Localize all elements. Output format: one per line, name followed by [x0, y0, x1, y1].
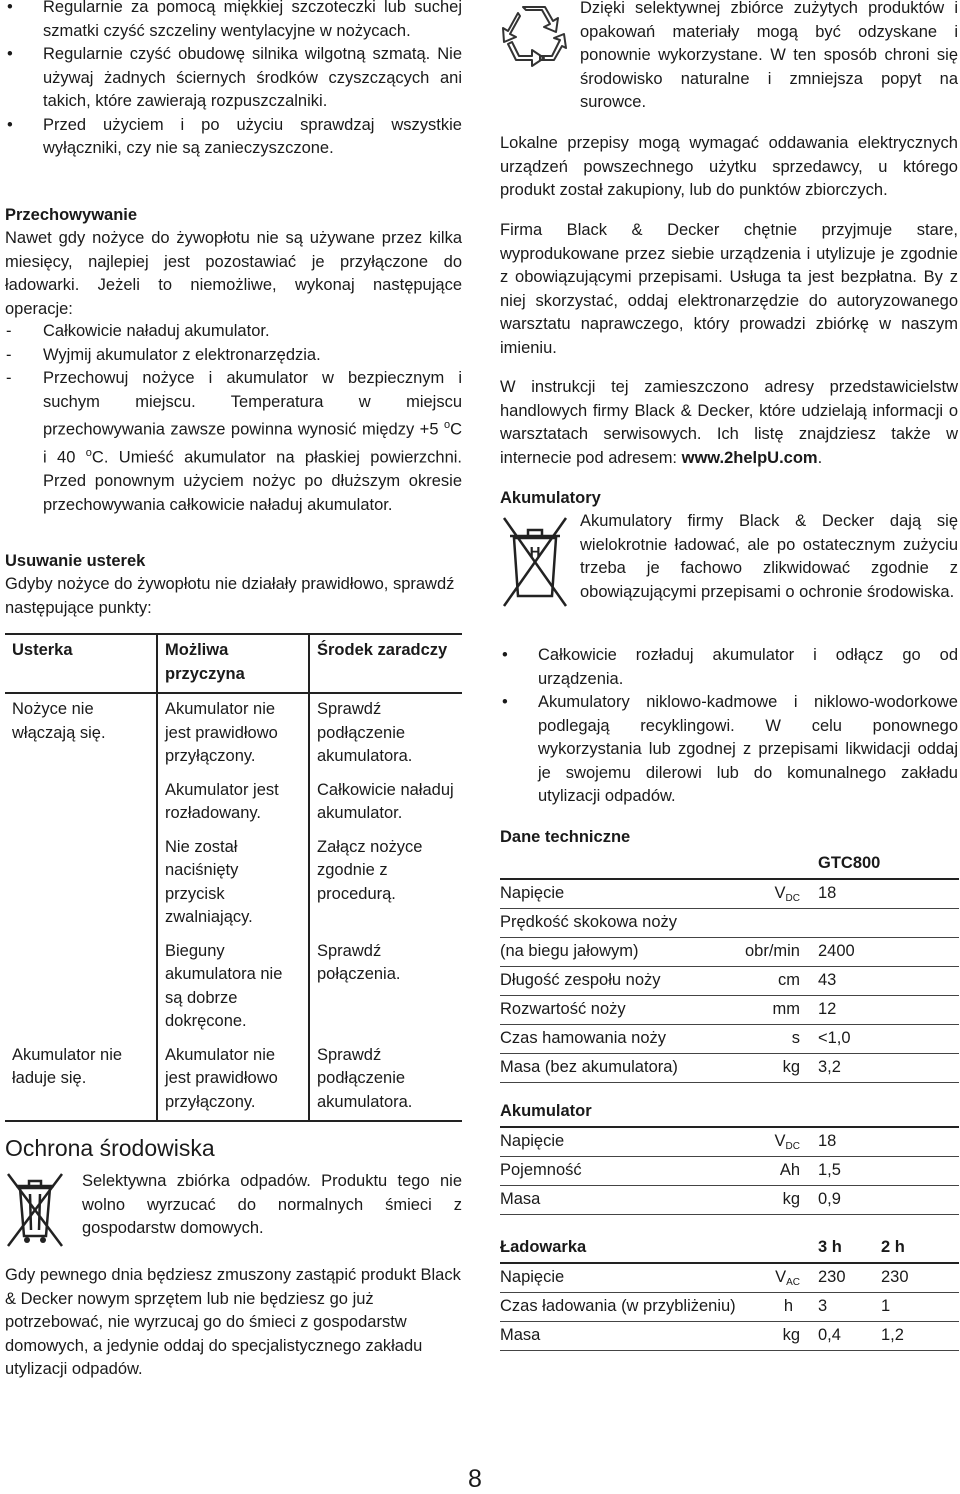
table-cell [5, 832, 157, 936]
table-row: Rozwartość noży mm 12 [500, 996, 959, 1025]
storage-steps [5, 320, 462, 517]
black-decker-text: Firma Black & Decker chętnie przyjmuje stare, wyprodukowane przez siebie urządzenia i utylizuje je zgodnie z obowiązującymi przepisami. Usługa ta jest bezpłatna. By z niej skorzystać, oddaj elektronarzędzie do autoryzowanego warsztatu naprawczego, który prowadzi zbiórkę w naszym imieniu. [500, 221, 958, 357]
table-row: Prędkość skokowa noży [500, 909, 959, 938]
table-row [5, 693, 462, 775]
table-cell: Sprawdź połączenia. [317, 941, 401, 983]
crossed-bin-icon [6, 1170, 64, 1248]
storage-heading: Przechowywanie [5, 206, 138, 224]
troubleshooting-table [5, 633, 462, 1122]
table-row: Czas hamowania noży s <1,0 [500, 1025, 959, 1054]
troubleshooting-heading: Usuwanie usterek [5, 552, 146, 570]
cleaning-list [5, 0, 462, 161]
table-row [5, 775, 462, 832]
table-cell: Akumulator nie ładuje się. [5, 1040, 157, 1122]
batteries-heading: Akumulatory [500, 489, 601, 507]
charger-spec-heading: Ładowarka [500, 1238, 587, 1256]
column-header: 3 h [818, 1238, 842, 1256]
table-row: Czas ładowania (w przybliżeniu) h 3 1 [500, 1293, 959, 1322]
technical-heading: Dane techniczne [500, 828, 631, 846]
recycle-icon [500, 4, 568, 72]
column-header: Środek zaradczy [309, 634, 462, 693]
table-cell: Nożyce nie włączają się. [5, 693, 157, 775]
table-cell: Bieguny akumulatora nie są dobrze dokręcone. [157, 936, 309, 1040]
table-header-row [5, 634, 462, 693]
table-row [5, 936, 462, 1040]
table-cell [5, 936, 157, 1040]
table-cell: Całkowicie naładuj akumulator. [317, 780, 454, 822]
recycle-text: Dzięki selektywnej zbiórce zużytych produktów i opakowań materiały mogą być odzyskane i ponownie wykorzystane. W ten sposób chroni się środowisko naturalne i zmniejsza popyt na surowce. [580, 0, 958, 111]
list-item: • Całkowicie rozładuj akumulator i odłącz go od urządzenia. [500, 644, 958, 691]
service-address-text: W instrukcji tej zamieszczono adresy przedstawicielstw handlowych firmy Black & Decker, które udzielają informacji o warsztatach serwisowych. Ich listę znajdziesz także w internecie pod adresem: www.2helpU.com. [500, 378, 958, 467]
table-row: Masa kg 0,4 1,2 [500, 1322, 959, 1351]
list-item: • Przed użyciem i po użyciu sprawdzaj wszystkie wyłączniki, czy nie są zanieczyszczone. [5, 114, 462, 161]
page-number: 8 [468, 1465, 482, 1493]
column-header: 2 h [881, 1238, 905, 1256]
charger-spec-table [500, 1234, 959, 1351]
table-row: Napięcie $V_{DC}$ 18 [500, 880, 959, 909]
list-item: - Całkowicie naładuj akumulator. [5, 320, 462, 344]
table-row [5, 832, 462, 936]
battery-bin-icon [502, 516, 568, 608]
table-cell: Sprawdź podłączenie akumulatora. [317, 1045, 413, 1111]
batteries-list [500, 644, 958, 809]
environment-heading: Ochrona środowiska [5, 1135, 215, 1161]
table-row: Napięcie $V_{AC}$ 230 230 [500, 1264, 959, 1293]
list-item: • Regularnie za pomocą miękkiej szczoteczki lub suchej szmatki czyść szczeliny wentylacyjne w nożycach. [5, 0, 462, 43]
column-header: Usterka [5, 634, 157, 693]
list-item: • Regularnie czyść obudowę silnika wilgotną szmatą. Nie używaj żadnych ściernych środków czyszczących ani takich, które zawierają rozpuszczalniki. [5, 43, 462, 114]
column-header: Możliwa przyczyna [157, 634, 309, 693]
table-header-row [500, 850, 959, 880]
table-row: Długość zespołu noży cm 43 [500, 967, 959, 996]
troubleshooting-intro: Gdyby nożyce do żywopłotu nie działały prawidłowo, sprawdź następujące punkty: [5, 575, 455, 617]
replace-product-text: Gdy pewnego dnia będziesz zmuszony zastąpić produkt Black & Decker nowym sprzętem lub nie będziesz go już potrzebować, nie wyrzucaj go do śmieci z gospodarstw domowych, a jedynie oddaj do specjalistycznego zakładu utylizacji odpadów. [5, 1266, 461, 1378]
list-item: - Wyjmij akumulator z elektronarzędzia. [5, 344, 462, 368]
table-header-row [500, 1234, 959, 1264]
batteries-text: Akumulatory firmy Black & Decker dają się wielokrotnie ładować, ale po ostatecznym zużyciu trzeba je fachowo zlikwidować zgodnie z obowiązującymi przepisami o ochronie środowiska. [580, 512, 958, 601]
list-item: - Przechowuj nożyce i akumulator w bezpiecznym i suchym miejscu. Temperatura w miejscu przechowywania zawsze powinna wynosić między +5 $^o$C i 40 $^o$C. Umieść akumulator na płaskiej powierzchni. Przed ponownym użyciem nożyc po dłuższym okresie przechowywania całkowicie naładuj akumulator. [5, 367, 462, 517]
table-row: Pojemność Ah 1,5 [500, 1157, 959, 1186]
table-header-row [500, 1098, 959, 1128]
website-url: www.2helpU.com [681, 448, 818, 467]
battery-symbol-letter: H [529, 544, 541, 561]
table-row: (na biegu jałowym) obr/min 2400 [500, 938, 959, 967]
table-row: Masa kg 0,9 [500, 1186, 959, 1215]
table-cell: Sprawdź podłączenie akumulatora. [317, 700, 413, 765]
storage-intro: Nawet gdy nożyce do żywopłotu nie są używane przez kilka miesięcy, najlepiej jest pozostawiać je przyłączone do ładowarki. Jeżeli to niemożliwe, wykonaj następujące operacje: [5, 229, 462, 318]
battery-spec-table [500, 1098, 959, 1215]
table-cell: Nie został naciśnięty przycisk zwalniający. [157, 832, 309, 936]
local-regulations-text: Lokalne przepisy mogą wymagać oddawania elektrycznych urządzeń powszechnego użytku sprzedawcy, u którego produkt został zakupiony, lub do punktów zbiorczych. [500, 134, 958, 199]
table-row: Napięcie $V_{DC}$ 18 [500, 1128, 959, 1157]
table-cell [5, 775, 157, 832]
table-row [5, 1040, 462, 1122]
table-row: Masa (bez akumulatora) kg 3,2 [500, 1054, 959, 1083]
battery-spec-heading: Akumulator [500, 1102, 592, 1120]
separate-collection-text: Selektywna zbiórka odpadów. Produktu tego nie wolno wyrzucać do normalnych śmieci z gospodarstw domowych. [82, 1172, 462, 1237]
table-cell: Akumulator nie jest prawidłowo przyłączony. [157, 1040, 309, 1122]
model-label: GTC800 [818, 854, 881, 872]
table-cell: Akumulator nie jest prawidłowo przyłączony. [157, 693, 309, 775]
technical-data-table [500, 850, 959, 1083]
table-cell: Akumulator jest rozładowany. [157, 775, 309, 832]
table-cell: Załącz nożyce zgodnie z procedurą. [317, 837, 423, 903]
list-item: • Akumulatory niklowo-kadmowe i niklowo-wodorkowe podlegają recyklingowi. W celu ponownego wykorzystania lub zgodnej z przepisami likwidacji oddaj je swojemu dilerowi lub do komunalnego zakładu utylizacji odpadów. [500, 691, 958, 809]
